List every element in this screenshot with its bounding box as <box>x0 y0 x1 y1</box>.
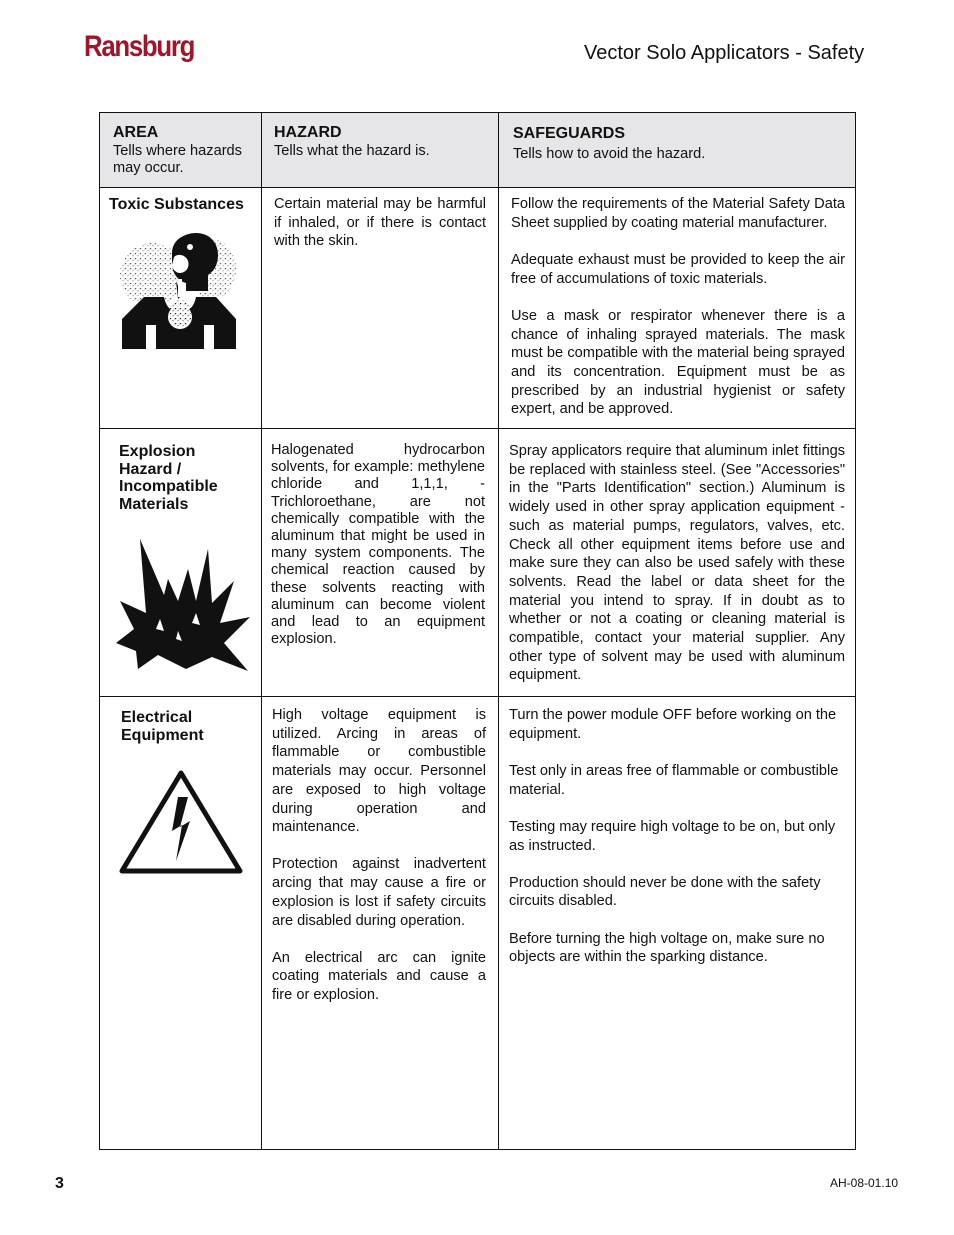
header-safeguards-subtitle: Tells how to avoid the hazard. <box>513 146 706 162</box>
header-safeguards <box>513 124 843 163</box>
column-divider <box>498 113 499 1149</box>
header-area-title: AREA <box>113 124 159 141</box>
hazard-text <box>274 195 486 251</box>
safeguard-paragraph: Follow the requirements of the Material Safety Data Sheet supplied by coating material manufacturer. <box>511 196 845 231</box>
header-hazard <box>274 123 489 160</box>
row-divider <box>100 428 855 429</box>
page-number: 3 <box>55 1175 64 1192</box>
safety-table <box>99 112 856 1150</box>
safeguard-paragraph: Use a mask or respirator whenever there is a chance of inhaling sprayed materials. The mask must be compatible with the material being sprayed and its concentration. Equipment must be as prescribed by an industrial hygienist or safety expert, and be approved. <box>511 307 845 418</box>
safeguard-paragraph: Adequate exhaust must be provided to keep the air free of accumulations of toxic materials. <box>511 251 845 287</box>
hazard-paragraph: Certain material may be harmful if inhaled, or if there is contact with the skin. <box>274 196 486 250</box>
hazard-text <box>272 706 486 1005</box>
safeguard-paragraph: Production should never be done with the safety circuits disabled. <box>509 874 821 910</box>
row-divider <box>100 696 855 697</box>
toxic-mask-icon <box>120 233 240 349</box>
safeguards-text <box>509 706 845 967</box>
hazard-paragraph: Halogenated hydrocarbon solvents, for example: methylene chloride and 1,1,1, - Trichloroethane, are not chemically compatible with the aluminum that might be used in many system components. The chemical reaction caused by these solvents reacting with aluminum can become violent and lead to an equipment explosion. <box>271 442 485 648</box>
safeguard-paragraph: Turn the power module OFF before working on the equipment. <box>509 707 837 742</box>
hazard-paragraph: Protection against inadvertent arcing that may cause a fire or explosion is lost if safety circuits are disabled during operation. <box>272 856 486 929</box>
header-hazard-title: HAZARD <box>274 124 342 141</box>
area-label: Electrical Equipment <box>121 709 204 744</box>
safeguards-text <box>511 195 845 419</box>
header-area-subtitle: Tells where hazards may occur. <box>113 143 242 176</box>
safeguard-paragraph: Testing may require high voltage to be on, but only as instructed. <box>509 818 836 854</box>
document-code: AH-08-01.10 <box>830 1176 899 1190</box>
row-divider <box>100 187 855 188</box>
page-title: Vector Solo Applicators - Safety <box>584 42 865 64</box>
area-label: Toxic Substances <box>109 196 244 213</box>
safeguard-paragraph: Test only in areas free of flammable or combustible material. <box>509 762 839 798</box>
column-divider <box>261 113 262 1149</box>
header-hazard-subtitle: Tells what the hazard is. <box>274 143 430 159</box>
hazard-paragraph: High voltage equipment is utilized. Arcing in areas of flammable or combustible materials may occur. Personnel are exposed to high voltage during operation and maintenance. <box>272 707 486 836</box>
safeguard-paragraph: Spray applicators require that aluminum inlet fittings be replaced with stainless steel. (See "Accessories" in the "Parts Identification" section.) Aluminum is widely used in other spray application equipment - such as material pumps, regulators, valves, etc. Check all other equipment items before use and make sure they can also be used safely with these solvents. Read the label or data sheet for the material you intend to spray. If in doubt as to whether or not a coating or cleaning material is compatible, contact your material supplier. Any other type of solvent may be used with aluminum equipment. <box>509 443 845 684</box>
safeguards-text <box>509 442 845 685</box>
explosion-icon <box>116 539 250 671</box>
high-voltage-icon <box>118 769 244 875</box>
header-area <box>113 123 258 176</box>
hazard-text <box>271 442 485 648</box>
hazard-paragraph: An electrical arc can ignite coating materials and cause a fire or explosion. <box>272 949 486 1004</box>
brand-logo: Ransburg <box>84 30 195 63</box>
area-label: Explosion Hazard / Incompatible Materials <box>119 443 218 513</box>
safeguard-paragraph: Before turning the high voltage on, make sure no objects are within the sparking distance. <box>509 930 825 966</box>
header-safeguards-title: SAFEGUARDS <box>513 125 626 142</box>
